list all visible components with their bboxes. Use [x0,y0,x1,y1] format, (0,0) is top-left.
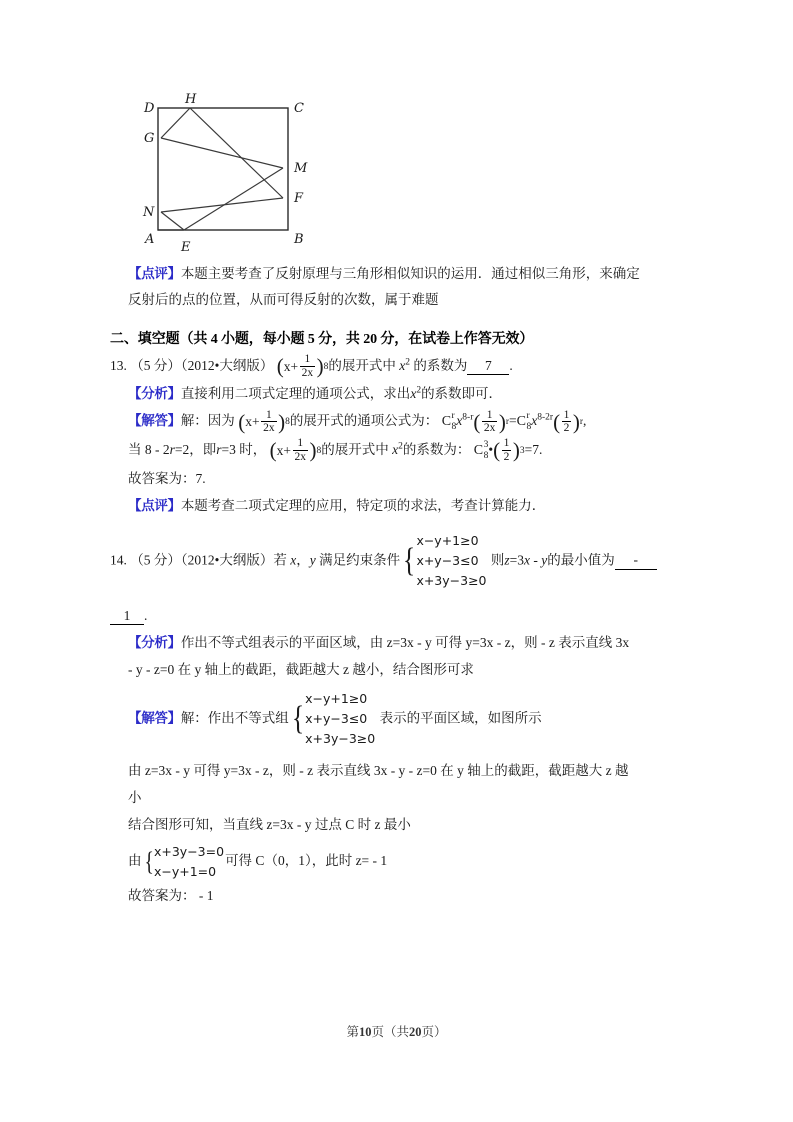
paren-close-2: ) [278,409,286,434]
point-c-row-0: x+3y−3=0 [153,844,225,860]
paren-open-5: ( [269,438,277,463]
constraint-rows [416,531,486,592]
constraint-system-solution [290,689,375,750]
point-c-row-1: x−y+1=0 [153,864,217,880]
q13-stem-tail: 的系数为 [413,357,468,373]
comb-lower-1: 8 [451,421,457,432]
q14-answer-blank-part2[interactable]: 1 [110,608,144,625]
fraction-one-over-2x-4 [293,437,309,463]
q14-minus: - [530,552,542,568]
q14-solve-tail: 表示的平面区域，如图所示 [379,710,542,726]
q13-half-group-1: ( $\frac{1}{2x}$ ) r [473,408,510,434]
footer-page-number: 10 [358,1025,372,1039]
left-brace-icon: { [403,541,416,579]
vertex-label-A: A [145,232,155,247]
paren-close-5: ) [309,438,317,463]
paren-open-3: ( [473,409,481,434]
left-brace-icon-3: { [144,846,154,876]
vertex-label-H: H [185,92,197,107]
page-content [110,90,690,909]
paren-close-6: ) [512,438,520,463]
q14-zx: x [524,552,531,568]
constraint-row-1-b: x+y−3≤0 [305,710,368,726]
frac-numerator-2: 1 [265,408,272,421]
vertex-label-F: F [294,191,304,206]
q13-half-group-3: ( $\frac{1}{2}$ ) 3 [493,437,525,463]
constraint-rows-2 [305,689,375,750]
q14-step1b: 小 [128,790,142,806]
q13-solution-line1: 【解答】解：因为 ( x+ $\frac{1}{2x}$ ) 8 的展开式的通项公式为： C r 8 $x^{8-r}$ ( $\frac{1}{2x}$ ) r = C r 8 $x^{8-2r}$ ( $\frac{1}{2}$ ) r , [128,408,587,434]
q13-line2-eq: =2，即 [174,441,217,457]
q14-points: （5 分） [130,552,181,568]
q14-solve-lead: 解：作出不等式组 [180,710,289,726]
frac-denominator-3: 2x [483,421,496,434]
vertex-label-C: C [294,101,304,116]
footer-mid: 页（共 [371,1025,409,1039]
q14-step3-tail: 可得 C（0，1），此时 z= - 1 [225,853,388,869]
comment-previous-line2 [110,287,690,313]
q14-analysis-text1: 作出不等式组表示的平面区域，由 z=3x - y 可得 y=3x - z，则 - z 表示直线 3x [180,634,630,650]
q13-comment [110,492,690,519]
q14-stem-then: 则 [490,552,505,568]
comb-C-2: C [516,413,526,429]
half-numerator-2: 1 [503,437,510,450]
q14-answer-line: 故答案为： - 1 [128,887,214,903]
q13-comb3-dot: • [488,441,494,457]
question-13-stem: 13. （5 分）（2012•大纲版） ( x+ $\frac{1}{2x}$ ) 8 的展开式中 $x^2$ 的系数为 7 . [110,353,513,379]
q13-comment-tag: 【点评】 [128,497,181,513]
paren-close: ) [316,354,324,379]
q14-step2: 结合图形可知，当直线 z=3x - y 过点 C 时 z 最小 [128,817,411,833]
q13-expression: ( x+ $\frac{1}{2x}$ ) 8 [276,353,329,379]
q14-comma: ， [296,552,310,568]
footer-suffix: 页） [421,1025,447,1039]
comb-upper-1: r [451,411,455,422]
q13-comb3-result: =7. [524,441,543,457]
q13-solve-tag: 【解答】 [128,413,181,429]
comb-C-3: C [473,442,484,458]
section-heading-fill-in-blank: 二、填空题（共 4 小题，每小题 5 分，共 20 分，在试卷上作答无效） [110,331,534,347]
q14-zeq: =3 [509,552,525,568]
paren-close-3: ) [498,409,506,434]
constraint-row-2-b: x+3y−3≥0 [305,731,376,747]
q14-stem-tail: 的最小值为 [547,552,615,568]
constraint-system-stem [401,531,486,592]
footer-prefix: 第 [346,1025,359,1039]
paren-open-2: ( [238,409,246,434]
q13-var-x: x [399,357,406,373]
comment-line-2: 反射后的点的位置，从而可得反射的次数，属于难题 [128,292,439,308]
q13-stem-mid: 的展开式中 [328,357,396,373]
half-denominator-2: 2 [503,450,510,463]
q14-period: . [144,607,148,623]
q13-x-2: x [531,413,538,429]
comment-line-1: 本题主要考查了反射原理与三角形相似知识的运用．通过相似三角形，来确定 [180,266,640,281]
paren-close-4: ) [572,409,580,434]
q14-step3-lead: 由 [128,853,142,869]
frac-denominator-2: 2x [263,421,275,434]
q13-source: （2012•大纲版） [180,357,274,373]
q14-step3 [110,842,690,882]
page-footer [0,1022,793,1040]
q14-zy: y [541,552,548,568]
paren-open-4: ( [553,409,561,434]
half-numerator-1: 1 [563,408,570,421]
constraint-row-0: x−y+1≥0 [416,532,479,548]
q13-var-exp: 2 [405,357,410,368]
q14-z: z [504,552,510,568]
fraction-one-over-2x-3 [482,409,498,435]
q13-expr-2: ( x+ $\frac{1}{2x}$ ) 8 [238,408,290,434]
q13-analysis [110,380,690,407]
q13-comment-text: 本题考查二项式定理的应用，特定项的求法，考查计算能力． [180,497,546,513]
constraint-row-2: x+3y−3≥0 [416,573,487,589]
fraction-one-half-1 [562,409,572,435]
q13-line2-r: r [169,441,175,457]
q13-stem-lead-2: x+ [245,414,260,430]
q14-var-y: y [309,552,316,568]
q13-line2-eq2: =3 时， [221,441,267,457]
q13-points: （5 分） [130,357,181,373]
q14-analysis-tag: 【分析】 [128,634,181,650]
q14-stem-mid: 满足约束条件 [319,552,401,568]
q13-analysis-tag: 【分析】 [128,386,181,402]
q14-answer-blank-part1[interactable]: - [615,552,657,569]
paren-open: ( [276,354,284,379]
q13-solve-lead: 解：因为 [180,413,235,429]
q13-answer-line: 故答案为：7. [128,470,206,486]
frac-denominator: 2x [301,366,314,379]
q14-step1: 由 z=3x - y 可得 y=3x - z，则 - z 表示直线 3x - y - z=0 在 y 轴上的截距，截距越大 z 越 [128,763,629,779]
constraint-row-0-b: x−y+1≥0 [305,690,368,706]
comb-C-1: C [441,413,452,429]
question-14-stem: 14. （5 分）（2012•大纲版）若 x，y 满足约束条件 { x−y+1≥0 x+y−3≤0 x+3y−3≥0 则z=3x - y的最小值为 - [110,531,690,592]
q13-line2-tail: 的系数为： [402,441,471,457]
q14-answer-blank-continued [110,602,690,629]
comment-previous [110,261,690,287]
q14-stem-lead: 若 [273,552,287,568]
q13-answer-blank[interactable]: 7 [467,358,509,375]
fraction-one-over-2x-2 [261,409,277,435]
comment-tag: 【点评】 [128,266,181,281]
figure-svg [128,90,328,255]
frac-numerator: 1 [304,353,311,366]
q13-x-1: x [456,413,463,429]
vertex-label-M: M [294,161,308,176]
vertex-label-D: D [144,101,155,116]
comb-upper-3: 3 [483,440,489,451]
q13-analysis-text2: 的系数即可． [421,386,503,402]
fraction-one-over-2x [300,353,316,379]
q13-x-exp-1: 8-r [462,412,474,423]
point-c-system [143,842,225,882]
q14-solve-tag: 【解答】 [128,710,181,726]
q13-half-group-2: ( $\frac{1}{2}$ ) r [553,408,583,434]
q14-source: （2012•大纲版） [180,552,274,568]
q13-line2-mid: 的展开式中 [321,441,389,457]
comb-lower-3: 8 [483,450,489,461]
q14-solution-line1 [110,689,690,750]
point-c-rows [154,842,224,882]
q13-analysis-text: 直接利用二项式定理的通项公式，求出 [180,386,411,402]
paren-open-6: ( [493,438,501,463]
q13-x-exp-2: 8-2r [537,412,554,423]
constraint-row-1: x+y−3≤0 [416,553,479,569]
comb-upper-2: r [526,411,530,422]
binomial-coefficient-1 [442,408,457,436]
vertex-label-G: G [144,131,155,146]
frac-numerator-4: 1 [297,437,304,450]
footer-total-pages: 20 [409,1025,422,1039]
q13-line2-lead: 当 8 - 2 [128,441,170,457]
q13-period: . [509,357,513,373]
q14-number: 14 [110,552,124,568]
q13-solve-mid: 的展开式的通项公式为： [289,413,439,429]
fraction-one-half-2 [502,437,512,463]
q13-number: 13 [110,357,124,373]
q13-line2-r2: r [216,441,222,457]
q13-stem-lead: x+ [283,359,299,375]
vertex-label-N: N [143,205,155,220]
q13-line2-x-exp: 2 [398,441,403,452]
q13-expr-3: ( x+ $\frac{1}{2x}$ ) 8 [269,437,322,463]
rectangle-reflection-diagram [128,90,328,255]
q13-stem-lead-3: x+ [276,443,292,459]
vertex-label-B: B [294,232,304,247]
q13-analysis-var: x [410,386,417,402]
q14-analysis-line2: - y - z=0 在 y 轴上的截距，截距越大 z 越小，结合图形可求 [128,661,474,677]
q14-var-x: x [290,552,297,568]
frac-denominator-4: 2x [294,450,307,463]
q13-analysis-var-exp: 2 [416,385,422,396]
half-denominator-1: 2 [563,421,570,434]
comb-lower-2: 8 [526,421,532,432]
left-brace-icon-2: { [291,699,305,737]
q14-analysis-line1 [110,629,690,656]
q13-line2-x: x [392,441,399,457]
binomial-coefficient-2 [517,408,532,436]
binomial-coefficient-3 [474,437,489,465]
vertex-label-E: E [181,240,191,255]
q13-solution-line2 [110,436,690,465]
frac-numerator-3: 1 [486,408,493,421]
